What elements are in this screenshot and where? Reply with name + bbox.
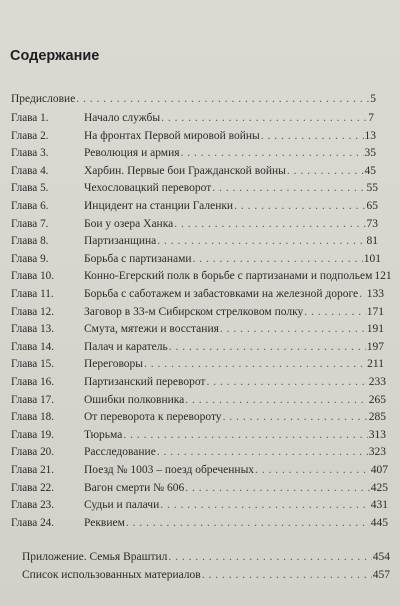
dot-leader bbox=[202, 568, 372, 582]
page-number: 233 bbox=[368, 376, 386, 388]
dot-leader bbox=[261, 129, 364, 143]
toc-entry bbox=[0, 252, 400, 266]
chapter-number: Глава 23. bbox=[11, 499, 55, 511]
page-number: 81 bbox=[366, 235, 378, 247]
dot-leader bbox=[234, 199, 365, 213]
entry-title: Ошибки полковника bbox=[84, 394, 185, 406]
page-number: 133 bbox=[366, 288, 384, 300]
toc-entry bbox=[0, 164, 400, 178]
page-number: 5 bbox=[370, 93, 376, 105]
chapter-number: Глава 12. bbox=[11, 306, 55, 318]
dot-leader bbox=[220, 322, 366, 336]
dot-leader bbox=[359, 287, 366, 301]
page-number: 323 bbox=[368, 446, 386, 458]
entry-title: Конно-Егерский полк в борьбе с партизанами и подпольем bbox=[84, 270, 373, 282]
page-number: 35 bbox=[364, 147, 376, 159]
chapter-number: Глава 17. bbox=[11, 394, 55, 406]
page-number: 457 bbox=[372, 569, 390, 581]
toc-entry bbox=[0, 498, 400, 512]
entry-title: Тюрьма bbox=[84, 429, 123, 441]
entry-title: Начало службы bbox=[84, 112, 161, 124]
page-number: 211 bbox=[367, 358, 384, 370]
chapter-number: Глава 4. bbox=[11, 165, 49, 177]
toc-entry bbox=[0, 481, 400, 495]
entry-title: Поезд № 1003 – поезд обреченных bbox=[84, 464, 255, 476]
entry-title: Борьба с партизанами bbox=[84, 253, 192, 265]
page-number: 197 bbox=[366, 341, 384, 353]
page-number: 431 bbox=[370, 499, 388, 511]
dot-leader bbox=[144, 357, 366, 371]
page-number: 454 bbox=[372, 551, 390, 563]
toc-entry bbox=[0, 463, 400, 477]
chapter-number: Глава 1. bbox=[11, 112, 49, 124]
toc-entry bbox=[0, 217, 400, 231]
dot-leader bbox=[193, 252, 363, 266]
toc-entry bbox=[0, 111, 400, 125]
entry-title: На фронтах Первой мировой войны bbox=[84, 130, 260, 142]
dot-leader bbox=[185, 393, 367, 407]
chapter-number: Глава 22. bbox=[11, 482, 55, 494]
chapter-number: Глава 10. bbox=[11, 270, 55, 282]
chapter-number: Глава 11. bbox=[11, 288, 54, 300]
chapter-number: Глава 24. bbox=[11, 517, 55, 529]
entry-title: Бои у озера Ханка bbox=[84, 218, 174, 230]
dot-leader bbox=[206, 375, 367, 389]
toc-entry bbox=[0, 92, 400, 106]
toc-entry bbox=[0, 516, 400, 530]
page-number: 7 bbox=[368, 112, 374, 124]
entry-title: Харбин. Первые бои Гражданской войны bbox=[84, 165, 286, 177]
chapter-number: Глава 13. bbox=[11, 323, 55, 335]
dot-leader bbox=[157, 234, 365, 248]
entry-title: Революция и армия bbox=[84, 147, 180, 159]
toc-entry bbox=[0, 375, 400, 389]
dot-leader bbox=[255, 463, 370, 477]
page-number: 55 bbox=[366, 182, 378, 194]
entry-title: Заговор в 33-м Сибирском стрелковом полку bbox=[84, 306, 304, 318]
chapter-number: Глава 9. bbox=[11, 253, 49, 265]
dot-leader bbox=[212, 181, 365, 195]
entry-title: Партизанский переворот bbox=[84, 376, 206, 388]
chapter-number: Глава 8. bbox=[11, 235, 49, 247]
entry-title: Расследование bbox=[84, 446, 156, 458]
page-number: 191 bbox=[366, 323, 384, 335]
entry-title: Борьба с саботажем и забастовками на железной дороге bbox=[84, 288, 359, 300]
dot-leader bbox=[168, 550, 371, 564]
entry-title: Реквием bbox=[84, 517, 125, 529]
page-number: 313 bbox=[368, 429, 386, 441]
page-number: 73 bbox=[366, 218, 378, 230]
dot-leader bbox=[76, 92, 369, 106]
page-number: 121 bbox=[374, 270, 392, 282]
entry-title: Смута, мятежи и восстания bbox=[84, 323, 219, 335]
chapter-number: Глава 5. bbox=[11, 182, 49, 194]
page-number: 101 bbox=[363, 253, 381, 265]
toc-entry bbox=[0, 410, 400, 424]
dot-leader bbox=[223, 410, 368, 424]
chapter-number: Глава 21. bbox=[11, 464, 55, 476]
page-number: 425 bbox=[370, 482, 388, 494]
toc-entry bbox=[0, 129, 400, 143]
entry-title: Палач и каратель bbox=[84, 341, 168, 353]
toc-entry bbox=[0, 234, 400, 248]
page-number: 265 bbox=[368, 394, 386, 406]
dot-leader bbox=[123, 428, 367, 442]
entry-title: Инцидент на станции Галенки bbox=[84, 200, 234, 212]
toc-entry bbox=[0, 269, 400, 283]
chapter-number: Глава 16. bbox=[11, 376, 55, 388]
toc-entry bbox=[0, 146, 400, 160]
dot-leader bbox=[126, 516, 370, 530]
dot-leader bbox=[304, 305, 366, 319]
dot-leader bbox=[157, 445, 368, 459]
entry-title: Список использованных материалов bbox=[22, 569, 201, 581]
dot-leader bbox=[174, 217, 365, 231]
toc-entry bbox=[0, 199, 400, 213]
chapter-number: Глава 18. bbox=[11, 411, 55, 423]
entry-title: Чехословацкий переворот bbox=[84, 182, 212, 194]
toc-entry bbox=[0, 340, 400, 354]
entry-title: Приложение. Семья Враштил bbox=[22, 551, 168, 563]
chapter-number: Глава 20. bbox=[11, 446, 55, 458]
chapter-number: Глава 15. bbox=[11, 358, 55, 370]
entry-title: Предисловие bbox=[11, 93, 76, 105]
page-number: 171 bbox=[366, 306, 384, 318]
toc-entry bbox=[0, 568, 400, 582]
page-number: 45 bbox=[364, 165, 376, 177]
entry-title: Партизанщина bbox=[84, 235, 157, 247]
chapter-number: Глава 6. bbox=[11, 200, 49, 212]
toc-heading: Содержание bbox=[10, 48, 100, 64]
toc-entry bbox=[0, 357, 400, 371]
toc-entry bbox=[0, 428, 400, 442]
toc-entry bbox=[0, 287, 400, 301]
entry-title: Судьи и палачи bbox=[84, 499, 160, 511]
dot-leader bbox=[160, 498, 370, 512]
chapter-number: Глава 14. bbox=[11, 341, 55, 353]
toc-entry bbox=[0, 322, 400, 336]
toc-entry bbox=[0, 550, 400, 564]
entry-title: Вагон смерти № 606 bbox=[84, 482, 185, 494]
page-number: 285 bbox=[368, 411, 386, 423]
dot-leader bbox=[181, 146, 364, 160]
chapter-number: Глава 2. bbox=[11, 130, 49, 142]
chapter-number: Глава 7. bbox=[11, 218, 49, 230]
entry-title: Переговоры bbox=[84, 358, 144, 370]
chapter-number: Глава 3. bbox=[11, 147, 49, 159]
page-number: 407 bbox=[370, 464, 388, 476]
dot-leader bbox=[287, 164, 364, 178]
dot-leader bbox=[161, 111, 367, 125]
toc-entry bbox=[0, 305, 400, 319]
toc-entry bbox=[0, 181, 400, 195]
dot-leader bbox=[185, 481, 370, 495]
page-number: 445 bbox=[370, 517, 388, 529]
toc-entry bbox=[0, 445, 400, 459]
chapter-number: Глава 19. bbox=[11, 429, 55, 441]
page-number: 65 bbox=[366, 200, 378, 212]
toc-entry bbox=[0, 393, 400, 407]
dot-leader bbox=[169, 340, 366, 354]
page-number: 13 bbox=[364, 130, 376, 142]
entry-title: От переворота к перевороту bbox=[84, 411, 222, 423]
